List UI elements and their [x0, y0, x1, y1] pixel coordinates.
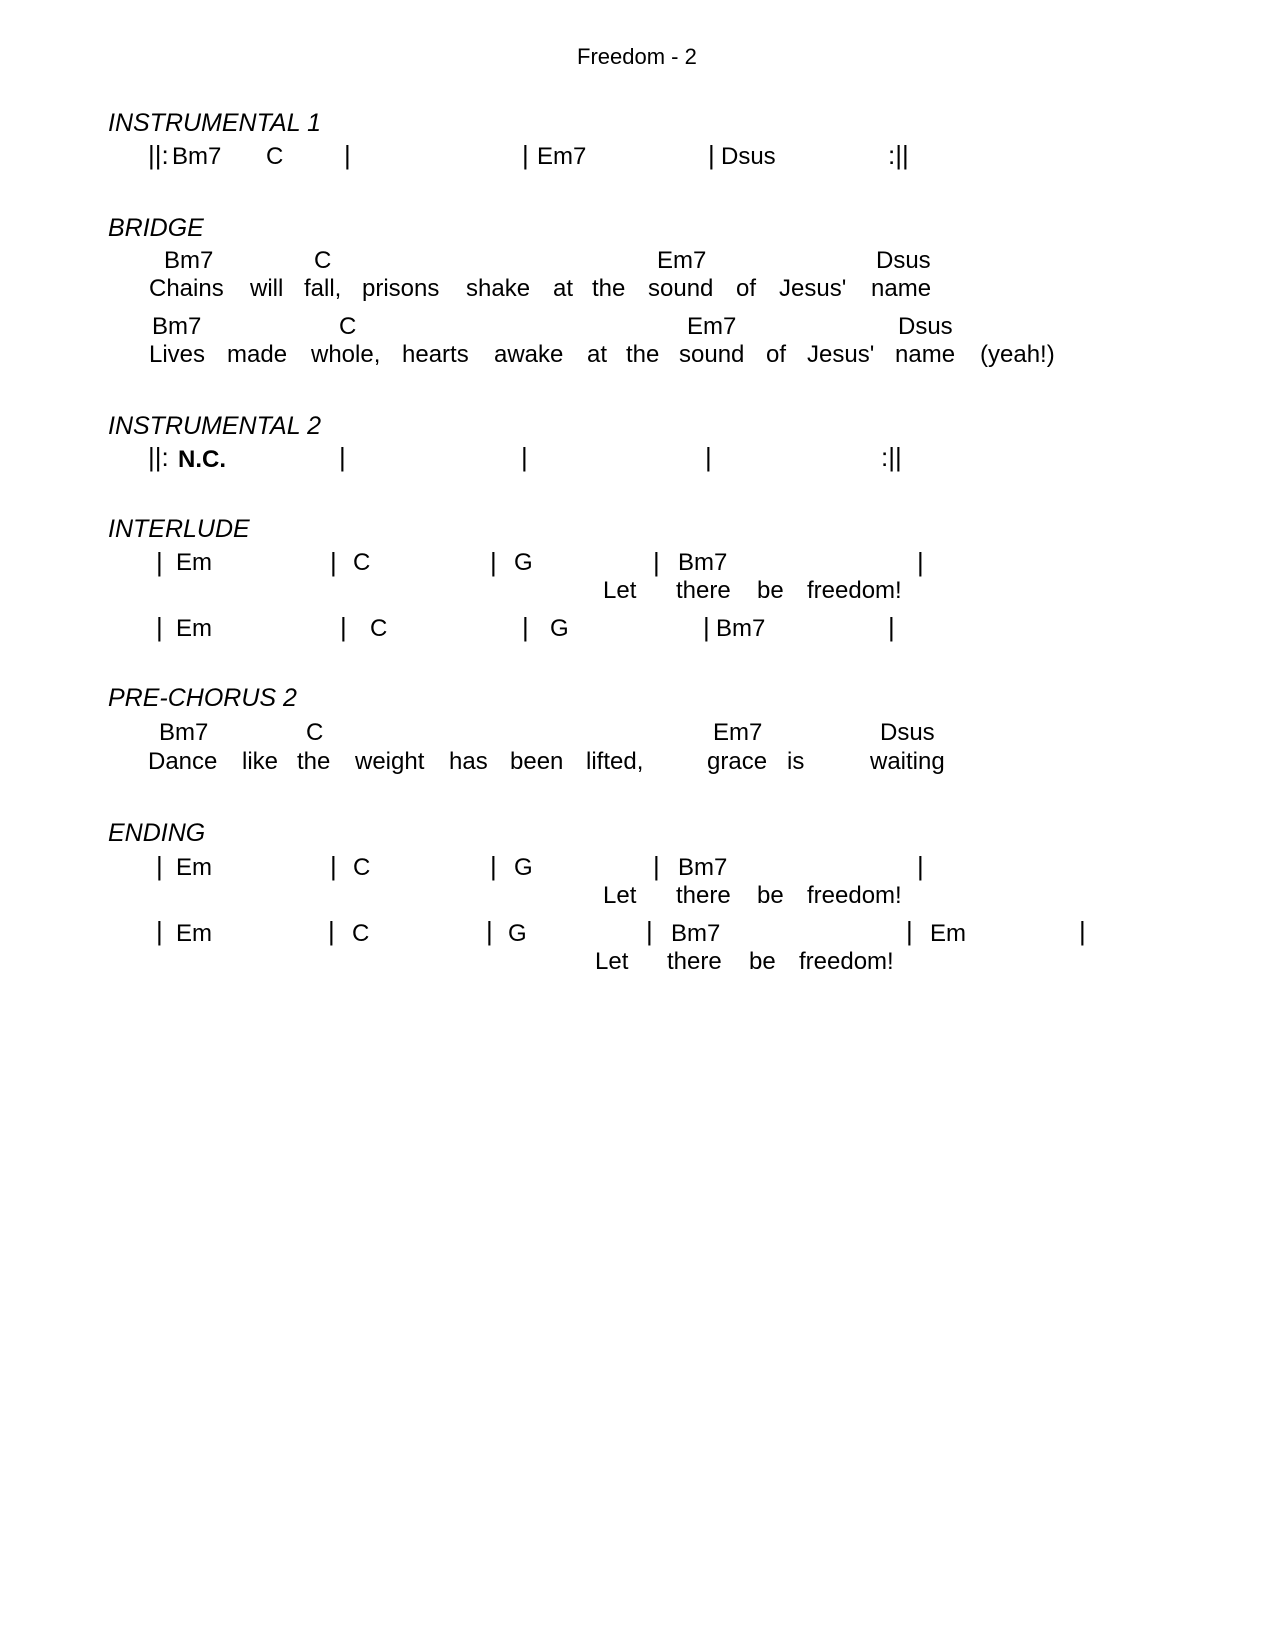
lyric-word: Let	[603, 577, 637, 604]
lyric-word: sound	[648, 275, 714, 302]
bar-line: |	[521, 442, 528, 472]
lyric-word: at	[553, 275, 574, 302]
chord: C	[353, 549, 371, 576]
chord: Bm7	[159, 719, 209, 746]
lyric-word: there	[676, 882, 731, 909]
chord: Bm7	[164, 247, 214, 274]
lyric-word: Let	[595, 948, 629, 975]
lyric-word: there	[667, 948, 722, 975]
chord: Bm7	[671, 920, 721, 947]
lyric-word: Lives	[149, 341, 206, 368]
lyric-word: like	[242, 748, 279, 775]
repeat-start-sign: ||:	[148, 442, 169, 472]
lyric-word: Chains	[149, 275, 224, 302]
section-heading-interlude: INTERLUDE	[108, 515, 250, 543]
chord: Em7	[537, 143, 587, 170]
bar-line: |	[906, 916, 913, 946]
bar-line: |	[344, 140, 351, 170]
repeat-start-sign: ||:	[148, 140, 169, 170]
chord: G	[514, 854, 533, 881]
bar-line: |	[490, 547, 497, 577]
bar-line: |	[522, 612, 529, 642]
lyric-word: sound	[679, 341, 745, 368]
bar-line: |	[917, 851, 924, 881]
lyric-word: Dance	[148, 748, 218, 775]
chord: Bm7	[678, 854, 728, 881]
chord: Bm7	[678, 549, 728, 576]
lyric-word: prisons	[362, 275, 440, 302]
bar-line: |	[653, 851, 660, 881]
bar-line: |	[156, 851, 163, 881]
lyric-word: of	[736, 275, 757, 302]
section-heading-ending: ENDING	[108, 819, 206, 847]
chord: G	[508, 920, 527, 947]
chord: Dsus	[880, 719, 935, 746]
bar-line: |	[339, 442, 346, 472]
lyric-word: made	[227, 341, 288, 368]
bar-line: |	[522, 140, 529, 170]
bar-line: |	[330, 547, 337, 577]
bar-line: |	[156, 547, 163, 577]
lyric-word: Jesus'	[779, 275, 847, 302]
lyric-word: there	[676, 577, 731, 604]
bar-line: |	[646, 916, 653, 946]
lyric-word: freedom!	[807, 882, 902, 909]
chord: C	[314, 247, 332, 274]
lyric-word: is	[787, 748, 805, 775]
chord: Em	[176, 615, 212, 642]
bar-line: |	[486, 916, 493, 946]
bar-line: |	[888, 612, 895, 642]
lyric-word: lifted,	[586, 748, 644, 775]
chord: Em	[176, 549, 212, 576]
lyric-word: (yeah!)	[980, 341, 1055, 368]
bar-line: |	[705, 442, 712, 472]
chord: Dsus	[876, 247, 931, 274]
bar-line: |	[1079, 916, 1086, 946]
section-heading-bridge: BRIDGE	[108, 214, 204, 242]
lyric-word: name	[895, 341, 956, 368]
bar-line: |	[708, 140, 715, 170]
bar-line: |	[156, 916, 163, 946]
lyric-word: shake	[466, 275, 531, 302]
chord: C	[370, 615, 388, 642]
lyric-word: awake	[494, 341, 564, 368]
repeat-end-sign: :||	[888, 140, 909, 170]
lyric-word: the	[626, 341, 660, 368]
section-heading-instrumental-1: INSTRUMENTAL 1	[108, 109, 322, 137]
repeat-end-sign: :||	[881, 442, 902, 472]
lyric-word: be	[749, 948, 776, 975]
chord: C	[353, 854, 371, 881]
chord: Em7	[713, 719, 763, 746]
lyric-word: weight	[355, 748, 425, 775]
lyric-word: freedom!	[799, 948, 894, 975]
lyric-word: name	[871, 275, 932, 302]
lyric-word: Jesus'	[807, 341, 875, 368]
section-heading-instrumental-2: INSTRUMENTAL 2	[108, 412, 322, 440]
lyric-word: has	[449, 748, 488, 775]
lyric-word: been	[510, 748, 564, 775]
chord: C	[306, 719, 324, 746]
lyric-word: the	[297, 748, 331, 775]
lyric-word: will	[250, 275, 284, 302]
page-title: Freedom - 2	[577, 44, 697, 69]
chord-no-chord: N.C.	[178, 446, 226, 473]
chord: Bm7	[152, 313, 202, 340]
bar-line: |	[328, 916, 335, 946]
lyric-word: waiting	[870, 748, 945, 775]
chord: Em7	[687, 313, 737, 340]
lyric-word: be	[757, 577, 784, 604]
chord: Dsus	[898, 313, 953, 340]
lyric-word: at	[587, 341, 608, 368]
lyric-word: freedom!	[807, 577, 902, 604]
section-heading-pre-chorus-2: PRE-CHORUS 2	[108, 684, 297, 712]
bar-line: |	[490, 851, 497, 881]
bar-line: |	[917, 547, 924, 577]
lyric-word: whole,	[311, 341, 381, 368]
bar-line: |	[703, 612, 710, 642]
chord: G	[514, 549, 533, 576]
lyric-word: Let	[603, 882, 637, 909]
bar-line: |	[156, 612, 163, 642]
chord: C	[339, 313, 357, 340]
lyric-word: the	[592, 275, 626, 302]
lyric-word: of	[766, 341, 787, 368]
chord: Em	[176, 920, 212, 947]
chord: C	[352, 920, 370, 947]
chord: Em	[176, 854, 212, 881]
chord: G	[550, 615, 569, 642]
bar-line: |	[330, 851, 337, 881]
chord: Bm7	[172, 143, 222, 170]
bar-line: |	[340, 612, 347, 642]
lyric-word: grace	[707, 748, 768, 775]
lyric-word: fall,	[304, 275, 342, 302]
bar-line: |	[653, 547, 660, 577]
lyric-word: hearts	[402, 341, 469, 368]
chord: C	[266, 143, 284, 170]
chord: Em7	[657, 247, 707, 274]
chord: Em	[930, 920, 966, 947]
chord: Dsus	[721, 143, 776, 170]
lyric-word: be	[757, 882, 784, 909]
chord: Bm7	[716, 615, 766, 642]
